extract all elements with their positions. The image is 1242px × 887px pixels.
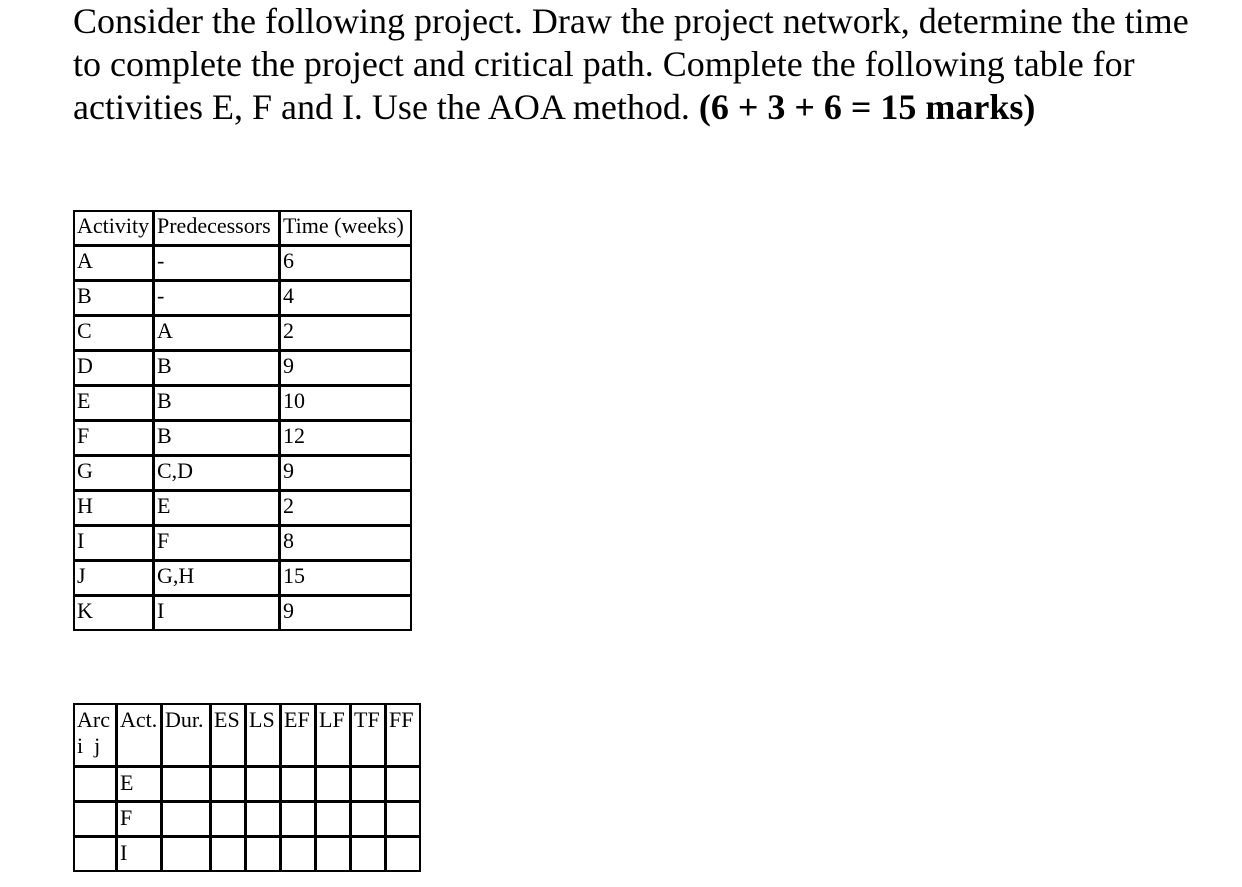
tf-cell[interactable] — [351, 802, 386, 837]
table-row — [74, 491, 412, 526]
activity-cell: J — [74, 561, 154, 596]
table-row — [74, 281, 412, 316]
header-arc: Arc i j — [74, 704, 117, 767]
ef-cell[interactable] — [281, 802, 316, 837]
ls-cell[interactable] — [246, 767, 281, 802]
ls-cell[interactable] — [246, 802, 281, 837]
ls-cell[interactable] — [246, 837, 281, 872]
predecessors-cell: B — [154, 351, 280, 386]
time-cell: 8 — [280, 526, 412, 561]
table-row — [74, 351, 412, 386]
time-cell: 2 — [280, 316, 412, 351]
predecessors-cell: E — [154, 491, 280, 526]
time-cell: 4 — [280, 281, 412, 316]
time-cell: 9 — [280, 351, 412, 386]
dur-cell[interactable] — [162, 767, 211, 802]
header-ef: EF — [281, 704, 316, 767]
table-row — [74, 596, 412, 631]
activity-cell: E — [74, 386, 154, 421]
dur-cell[interactable] — [162, 802, 211, 837]
header-dur: Dur. — [162, 704, 211, 767]
dur-cell[interactable] — [162, 837, 211, 872]
es-cell[interactable] — [211, 802, 246, 837]
time-cell: 12 — [280, 421, 412, 456]
arc-cell[interactable] — [74, 767, 117, 802]
predecessors-cell: F — [154, 526, 280, 561]
question-body: Consider the following project. Draw the project network, determine the time to complete the project and critical path. Complete the following table for activities E, F and I. Use the AOA method. — [73, 1, 1189, 127]
header-ff: FF — [386, 704, 421, 767]
time-cell: 10 — [280, 386, 412, 421]
activity-cell: A — [74, 246, 154, 281]
lf-cell[interactable] — [316, 837, 351, 872]
table-row — [74, 837, 421, 872]
arc-cell[interactable] — [74, 802, 117, 837]
table-row — [74, 246, 412, 281]
predecessors-cell: - — [154, 281, 280, 316]
predecessors-cell: G,H — [154, 561, 280, 596]
activity-cell: D — [74, 351, 154, 386]
header-arc-ij: i j — [77, 733, 101, 758]
header-es: ES — [211, 704, 246, 767]
arc-cell[interactable] — [74, 837, 117, 872]
header-ls: LS — [246, 704, 281, 767]
table-row — [74, 802, 421, 837]
ef-cell[interactable] — [281, 837, 316, 872]
ff-cell[interactable] — [386, 767, 421, 802]
act-cell: F — [117, 802, 162, 837]
time-cell: 15 — [280, 561, 412, 596]
tf-cell[interactable] — [351, 837, 386, 872]
predecessors-cell: C,D — [154, 456, 280, 491]
activity-cell: F — [74, 421, 154, 456]
table-row — [74, 526, 412, 561]
predecessors-cell: A — [154, 316, 280, 351]
activity-cell: G — [74, 456, 154, 491]
time-cell: 9 — [280, 456, 412, 491]
lf-cell[interactable] — [316, 767, 351, 802]
header-tf: TF — [351, 704, 386, 767]
header-act: Act. — [117, 704, 162, 767]
answer-table — [73, 703, 421, 872]
predecessors-cell: B — [154, 386, 280, 421]
predecessors-cell: - — [154, 246, 280, 281]
ef-cell[interactable] — [281, 767, 316, 802]
activity-table — [73, 210, 412, 631]
table-row — [74, 456, 412, 491]
tf-cell[interactable] — [351, 767, 386, 802]
activity-cell: C — [74, 316, 154, 351]
activity-table-header-row — [74, 211, 412, 246]
table-row — [74, 767, 421, 802]
header-time: Time (weeks) — [280, 211, 412, 246]
table-row — [74, 561, 412, 596]
time-cell: 9 — [280, 596, 412, 631]
header-activity: Activity — [74, 211, 154, 246]
ff-cell[interactable] — [386, 837, 421, 872]
table-row — [74, 386, 412, 421]
time-cell: 6 — [280, 246, 412, 281]
predecessors-cell: I — [154, 596, 280, 631]
activity-cell: H — [74, 491, 154, 526]
activity-cell: B — [74, 281, 154, 316]
header-predecessors: Predecessors — [154, 211, 280, 246]
predecessors-cell: B — [154, 421, 280, 456]
question-text — [73, 0, 1193, 129]
activity-cell: K — [74, 596, 154, 631]
question-marks: (6 + 3 + 6 = 15 marks) — [698, 87, 1036, 127]
es-cell[interactable] — [211, 767, 246, 802]
lf-cell[interactable] — [316, 802, 351, 837]
answer-table-header-row — [74, 704, 421, 767]
activity-cell: I — [74, 526, 154, 561]
table-row — [74, 421, 412, 456]
time-cell: 2 — [280, 491, 412, 526]
header-lf: LF — [316, 704, 351, 767]
es-cell[interactable] — [211, 837, 246, 872]
act-cell: E — [117, 767, 162, 802]
act-cell: I — [117, 837, 162, 872]
table-row — [74, 316, 412, 351]
ff-cell[interactable] — [386, 802, 421, 837]
